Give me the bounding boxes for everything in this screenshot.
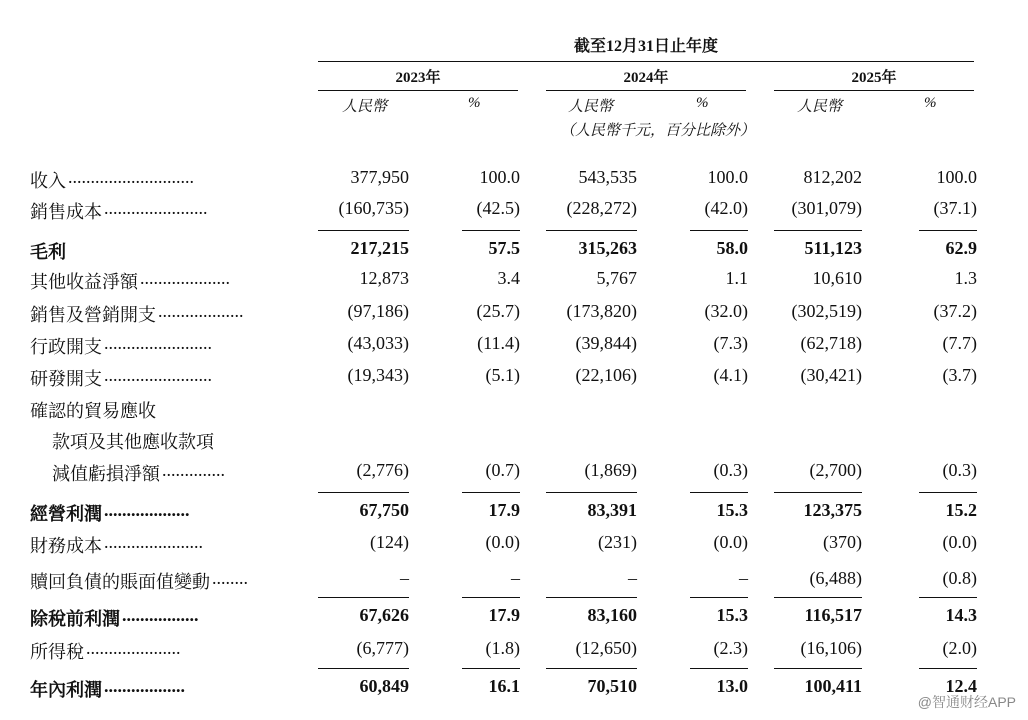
subtotal-rule	[690, 668, 748, 669]
table-row	[0, 568, 1028, 598]
subtotal-rule	[690, 597, 748, 598]
cell-rmb-2025: 116,517	[804, 605, 862, 625]
cell-rmb-2023: (6,777)	[356, 638, 409, 658]
cell-pct-2023: (5.1)	[485, 365, 520, 385]
cell-rmb-2024: (39,844)	[575, 333, 637, 353]
year-2025: 2025年	[851, 70, 897, 86]
cell-pct-2025: (37.2)	[933, 301, 977, 321]
cell-rmb-2024: –	[628, 568, 637, 588]
cell-pct-2024: (2.3)	[713, 638, 748, 658]
pct-header-2025: %	[924, 95, 937, 111]
year-rule-2024	[546, 90, 746, 91]
dot-leader: ........................	[104, 365, 212, 385]
cell-pct-2023: (0.7)	[485, 460, 520, 480]
cell-rmb-2025: (302,519)	[791, 301, 862, 321]
cell-rmb-2025: 100,411	[804, 676, 862, 696]
table-row	[0, 397, 1028, 427]
cell-rmb-2024: 70,510	[587, 676, 637, 696]
cell-rmb-2025: (370)	[823, 532, 862, 552]
header-rule	[318, 61, 974, 62]
year-rule-2023	[318, 90, 518, 91]
dot-leader: ........	[212, 568, 248, 588]
year-rule-2025	[774, 90, 974, 91]
pct-header-2023: %	[468, 95, 481, 111]
cell-rmb-2023: 60,849	[359, 676, 409, 696]
period-title: 截至12月31日止年度	[573, 38, 718, 55]
row-label: 銷售成本	[30, 202, 102, 222]
subtotal-rule	[774, 230, 862, 231]
cell-pct-2024: 58.0	[716, 238, 748, 258]
cell-pct-2025: 12.4	[945, 676, 977, 696]
subtotal-rule	[546, 597, 637, 598]
subtotal-rule	[546, 492, 637, 493]
subtotal-rule	[919, 597, 977, 598]
cell-pct-2024: 1.1	[725, 268, 748, 288]
table-row	[0, 638, 1028, 668]
cell-pct-2023: (0.0)	[485, 532, 520, 552]
row-label: 除稅前利潤	[30, 609, 120, 629]
row-label: 年內利潤	[30, 680, 102, 700]
subtotal-rule	[690, 230, 748, 231]
cell-rmb-2024: 543,535	[578, 167, 637, 187]
cell-pct-2024: (32.0)	[704, 301, 748, 321]
cell-rmb-2023: (43,033)	[347, 333, 409, 353]
cell-pct-2025: (0.3)	[942, 460, 977, 480]
cell-rmb-2023: (97,186)	[347, 301, 409, 321]
rmb-header-2025: 人民幣	[797, 99, 843, 115]
subtotal-rule	[690, 492, 748, 493]
row-label: 減值虧損淨額	[52, 464, 160, 484]
cell-rmb-2023: 67,626	[359, 605, 409, 625]
table-row	[0, 268, 1028, 298]
cell-pct-2024: (42.0)	[704, 198, 748, 218]
cell-rmb-2024: 83,391	[587, 500, 637, 520]
subtotal-rule	[318, 597, 409, 598]
cell-pct-2024: (0.3)	[713, 460, 748, 480]
cell-pct-2024: 13.0	[716, 676, 748, 696]
row-label: 收入	[30, 171, 66, 191]
cell-pct-2023: 100.0	[479, 167, 520, 187]
cell-pct-2023: 17.9	[488, 500, 520, 520]
cell-pct-2025: (0.8)	[942, 568, 977, 588]
subtotal-rule	[318, 668, 409, 669]
cell-pct-2023: (42.5)	[476, 198, 520, 218]
dot-leader: ....................	[140, 268, 230, 288]
table-row	[0, 333, 1028, 363]
dot-leader: ..............	[162, 460, 225, 480]
row-label: 確認的貿易應收	[30, 401, 156, 421]
row-label: 經營利潤	[30, 504, 102, 524]
cell-rmb-2024: 83,160	[587, 605, 637, 625]
table-row	[0, 167, 1028, 197]
cell-rmb-2024: 5,767	[596, 268, 637, 288]
cell-pct-2025: (2.0)	[942, 638, 977, 658]
table-row	[0, 198, 1028, 228]
row-label: 所得稅	[30, 642, 84, 662]
subtotal-rule	[546, 668, 637, 669]
cell-rmb-2023: (19,343)	[347, 365, 409, 385]
cell-rmb-2025: (2,700)	[809, 460, 862, 480]
row-label: 款項及其他應收款項	[52, 432, 214, 452]
dot-leader: .................	[122, 605, 199, 625]
table-row	[0, 460, 1028, 490]
cell-rmb-2023: (124)	[370, 532, 409, 552]
cell-pct-2023: (1.8)	[485, 638, 520, 658]
cell-rmb-2025: 10,610	[812, 268, 862, 288]
subtotal-rule	[546, 230, 637, 231]
subtotal-rule	[774, 492, 862, 493]
dot-leader: .....................	[86, 638, 181, 658]
cell-pct-2023: 57.5	[488, 238, 520, 258]
watermark: @智通财经APP	[917, 694, 1016, 710]
cell-rmb-2025: (62,718)	[800, 333, 862, 353]
row-label: 行政開支	[30, 337, 102, 357]
subtotal-rule	[462, 668, 520, 669]
cell-rmb-2023: 217,215	[350, 238, 409, 258]
cell-rmb-2024: (1,869)	[584, 460, 637, 480]
cell-pct-2025: (37.1)	[933, 198, 977, 218]
cell-pct-2023: 17.9	[488, 605, 520, 625]
cell-pct-2024: 15.3	[716, 500, 748, 520]
cell-pct-2024: (7.3)	[713, 333, 748, 353]
subtotal-rule	[318, 230, 409, 231]
cell-pct-2023: 16.1	[488, 676, 520, 696]
cell-rmb-2025: (30,421)	[800, 365, 862, 385]
unit-note: （人民幣千元，百分比除外）	[560, 123, 756, 139]
cell-pct-2025: 14.3	[945, 605, 977, 625]
cell-pct-2025: 1.3	[954, 268, 977, 288]
subtotal-rule	[462, 597, 520, 598]
cell-rmb-2025: 123,375	[803, 500, 862, 520]
table-row	[0, 428, 1028, 458]
cell-pct-2025: 15.2	[945, 500, 977, 520]
cell-rmb-2024: (231)	[598, 532, 637, 552]
dot-leader: ...................	[158, 301, 244, 321]
cell-pct-2023: (25.7)	[476, 301, 520, 321]
pct-header-2024: %	[696, 95, 709, 111]
cell-rmb-2023: –	[400, 568, 409, 588]
table-row	[0, 365, 1028, 395]
row-label: 研發開支	[30, 369, 102, 389]
subtotal-rule	[919, 492, 977, 493]
cell-pct-2024: –	[739, 568, 748, 588]
cell-rmb-2023: (2,776)	[356, 460, 409, 480]
dot-leader: ............................	[68, 167, 194, 187]
cell-rmb-2025: (6,488)	[809, 568, 862, 588]
cell-pct-2025: (7.7)	[942, 333, 977, 353]
cell-rmb-2025: 511,123	[804, 238, 862, 258]
subtotal-rule	[462, 492, 520, 493]
table-row	[0, 605, 1028, 635]
cell-rmb-2025: 812,202	[803, 167, 862, 187]
rmb-header-2024: 人民幣	[568, 99, 614, 115]
subtotal-rule	[919, 230, 977, 231]
cell-rmb-2024: (228,272)	[566, 198, 637, 218]
cell-rmb-2024: (173,820)	[566, 301, 637, 321]
cell-rmb-2023: 12,873	[359, 268, 409, 288]
cell-rmb-2025: (16,106)	[800, 638, 862, 658]
cell-rmb-2025: (301,079)	[791, 198, 862, 218]
dot-leader: ........................	[104, 333, 212, 353]
row-label: 毛利	[30, 242, 66, 262]
cell-rmb-2023: 377,950	[350, 167, 409, 187]
cell-pct-2025: 62.9	[945, 238, 977, 258]
cell-rmb-2024: (12,650)	[575, 638, 637, 658]
year-2024: 2024年	[623, 70, 669, 86]
cell-pct-2024: 15.3	[716, 605, 748, 625]
row-label: 贖回負債的賬面值變動	[30, 572, 210, 592]
cell-pct-2025: 100.0	[936, 167, 977, 187]
cell-rmb-2024: 315,263	[578, 238, 637, 258]
table-row	[0, 301, 1028, 331]
subtotal-rule	[774, 668, 862, 669]
row-label: 財務成本	[30, 536, 102, 556]
row-label: 銷售及營銷開支	[30, 305, 156, 325]
cell-pct-2023: 3.4	[497, 268, 520, 288]
dot-leader: .......................	[104, 198, 208, 218]
cell-pct-2023: –	[511, 568, 520, 588]
subtotal-rule	[919, 668, 977, 669]
table-row	[0, 676, 1028, 706]
cell-pct-2023: (11.4)	[477, 333, 520, 353]
subtotal-rule	[774, 597, 862, 598]
cell-rmb-2024: (22,106)	[575, 365, 637, 385]
dot-leader: ...................	[104, 500, 190, 520]
table-row	[0, 500, 1028, 530]
cell-pct-2024: 100.0	[707, 167, 748, 187]
cell-pct-2024: (4.1)	[713, 365, 748, 385]
subtotal-rule	[318, 492, 409, 493]
year-2023: 2023年	[395, 70, 441, 86]
subtotal-rule	[462, 230, 520, 231]
row-label: 其他收益淨額	[30, 272, 138, 292]
cell-rmb-2023: 67,750	[359, 500, 409, 520]
table-row	[0, 532, 1028, 562]
dot-leader: ......................	[104, 532, 203, 552]
cell-rmb-2023: (160,735)	[338, 198, 409, 218]
rmb-header-2023: 人民幣	[342, 99, 388, 115]
cell-pct-2024: (0.0)	[713, 532, 748, 552]
cell-pct-2025: (0.0)	[942, 532, 977, 552]
cell-pct-2025: (3.7)	[942, 365, 977, 385]
dot-leader: ..................	[104, 676, 185, 696]
table-row	[0, 238, 1028, 268]
